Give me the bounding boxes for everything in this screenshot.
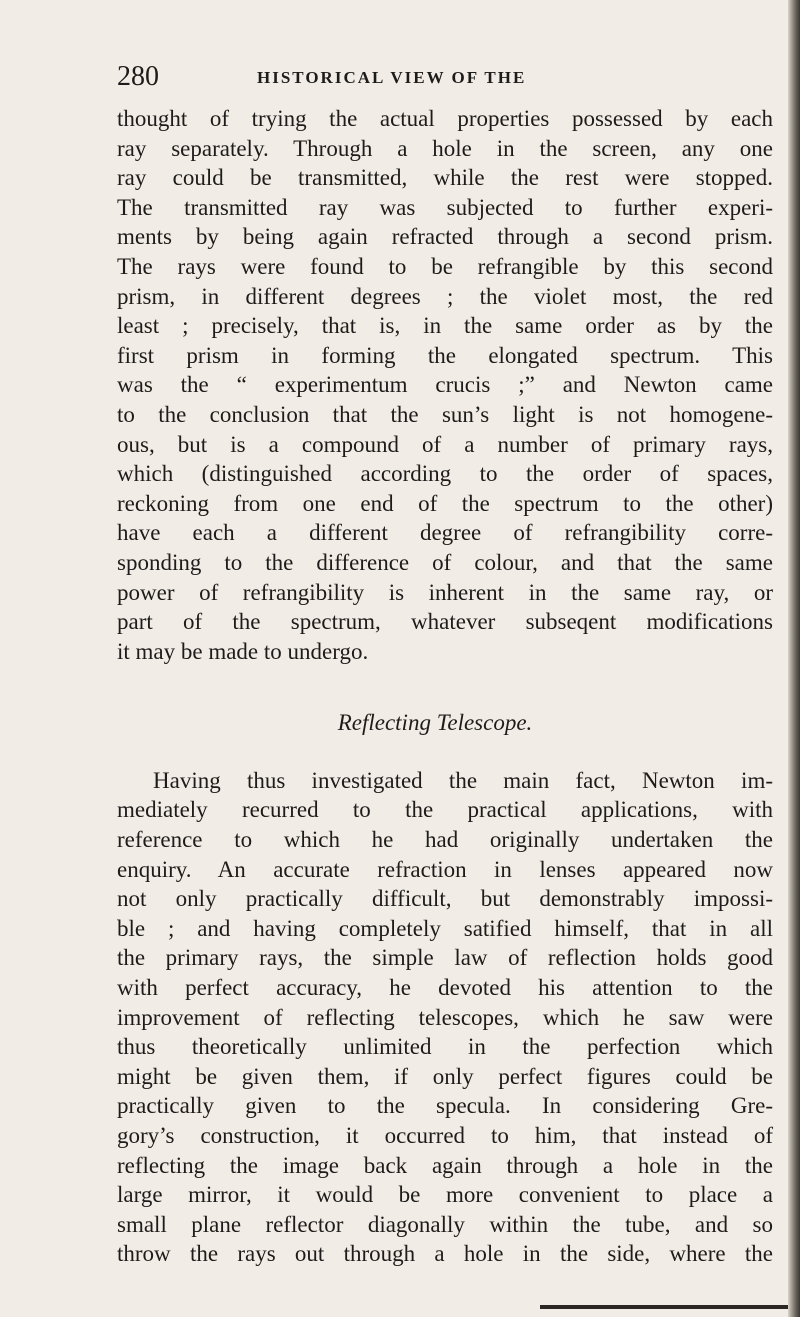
text-line: The rays were found to be refrangible by this second (117, 253, 773, 279)
text-line: to the conclusion that the sun’s light is not homogene- (117, 401, 773, 427)
text-line: mediately recurred to the practical applications, with (117, 797, 773, 823)
text-line: the primary rays, the simple law of reflection holds good (117, 945, 773, 971)
page-number: 280 (117, 61, 159, 92)
text-line: it may be made to undergo. (117, 638, 369, 664)
text-line: power of refrangibility is inherent in the same ray, or (117, 579, 773, 605)
text-line: practically given to the specula. In considering Gre- (117, 1093, 773, 1119)
text-line: which (distinguished according to the order of spaces, (117, 461, 773, 487)
bottom-rule (540, 1305, 788, 1309)
page-header (117, 62, 777, 102)
text-line: gory’s construction, it occurred to him, that instead of (117, 1123, 773, 1148)
text-line: least ; precisely, that is, in the same order as by the (117, 313, 773, 339)
text-line: reflecting the image back again through a hole in the (117, 1152, 773, 1178)
text-line: reference to which he had originally undertaken the (117, 827, 773, 853)
body-text (117, 104, 773, 1269)
page-edge-shadow (788, 0, 800, 1317)
text-line: have each a different degree of refrangibility corre- (117, 520, 773, 546)
text-line: ous, but is a compound of a number of primary rays, (117, 431, 773, 457)
text-line: might be given them, if only perfect figures could be (117, 1063, 773, 1089)
text-line: not only practically difficult, but demonstrably impossi- (117, 886, 773, 912)
text-line: with perfect accuracy, he devoted his attention to the (117, 975, 773, 1001)
text-line: thought of trying the actual properties possessed by each (117, 106, 773, 131)
paragraph-1 (117, 104, 773, 666)
text-line: was the “ experimentum crucis ;” and Newton came (117, 372, 773, 398)
section-heading: Reflecting Telescope. (337, 710, 533, 736)
text-line: The transmitted ray was subjected to further experi- (117, 194, 773, 220)
paragraph-2 (117, 766, 773, 1269)
text-line: first prism in forming the elongated spectrum. This (117, 342, 773, 368)
text-line: Having thus investigated the main fact, Newton im- (153, 767, 773, 793)
text-line: small plane reflector diagonally within the tube, and so (117, 1211, 773, 1237)
text-line: ray separately. Through a hole in the screen, any one (117, 135, 773, 161)
text-line: large mirror, it would be more convenient to place a (117, 1182, 773, 1208)
text-line: enquiry. An accurate refraction in lenses appeared now (117, 856, 773, 882)
running-head: HISTORICAL VIEW OF THE (257, 68, 527, 87)
text-line: ray could be transmitted, while the rest were stopped. (117, 165, 773, 191)
text-line: reckoning from one end of the spectrum to the other) (117, 490, 773, 516)
text-line: improvement of reflecting telescopes, which he saw were (117, 1004, 773, 1030)
text-line: sponding to the difference of colour, and that the same (117, 549, 773, 575)
text-line: throw the rays out through a hole in the side, where the (117, 1241, 773, 1267)
text-line: part of the spectrum, whatever subseqent modifications (117, 609, 773, 635)
text-line: ments by being again refracted through a second prism. (117, 224, 773, 250)
text-line: ble ; and having completely satified himself, that in all (117, 915, 773, 941)
text-line: thus theoretically unlimited in the perfection which (117, 1034, 773, 1060)
text-line: prism, in different degrees ; the violet most, the red (117, 283, 773, 309)
